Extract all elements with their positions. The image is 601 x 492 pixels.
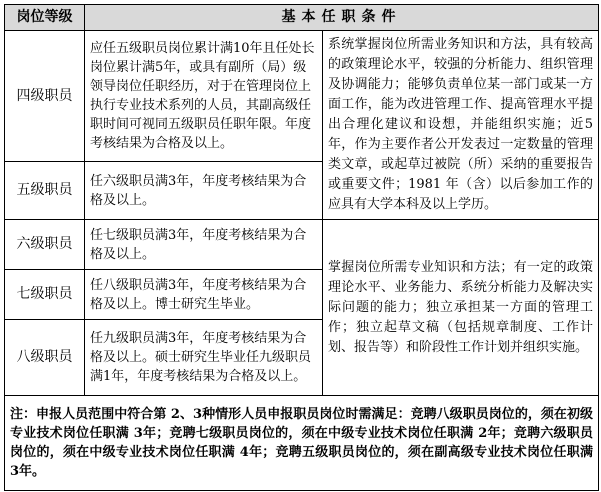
experience-cell: 任九级职员满3年，年度考核结果为合格及以上。硕士研究生毕业任九级职员满1年，年度考核结果为合格及以上。 (85, 320, 323, 396)
header-row (5, 5, 599, 31)
header-basic-requirements: 基本任职条件 (85, 5, 599, 31)
rank-cell: 八级职员 (5, 320, 85, 396)
experience-cell: 任六级职员满3年，年度考核结果为合格及以上。 (85, 162, 323, 220)
experience-cell: 任七级职员满3年，年度考核结果为合格及以上。 (85, 220, 323, 270)
experience-cell: 任八级职员满3年，年度考核结果为合格及以上。博士研究生毕业。 (85, 270, 323, 320)
requirements-lower-cell: 掌握岗位所需专业知识和方法；有一定的政策理论水平、业务能力、系统分析能力及解决实际问题的能力；独立承担某一方面的管理工作；独立起草文稿（包括规章制度、工作计划、报告等）和阶段性工作计划并组织实施。 (323, 220, 599, 396)
header-rank-level: 岗位等级 (5, 5, 85, 31)
note-text: 注：申报人员范围中符合第 2、3种情形人员申报职员岗位时需满足：竞聘八级职员岗位的，须在初级专业技术岗位任职满 3年；竞聘七级职员岗位的，须在中级专业技术岗位任职满 2年；竞聘六级职员岗位的，须在中级专业技术岗位任职满 4年；竞聘五级职员岗位的，须在副高级专业技术岗位任职满 3年。 (5, 396, 599, 491)
rank-cell: 七级职员 (5, 270, 85, 320)
requirements-upper-cell: 系统掌握岗位所需业务知识和方法，具有较高的政策理论水平，较强的分析能力、组织管理及协调能力；能够负责单位某一部门或某一方面工作，能为改进管理工作、提高管理水平提出合理化建议和设想，并能组织实施；近5年，作为主要作者公开发表过一定数量的管理类文章，或起草过被院（所）采纳的重要报告或重要文件；1981 年（含）以后参加工作的应具有大学本科及以上学历。 (323, 31, 599, 220)
rank-cell: 六级职员 (5, 220, 85, 270)
experience-cell: 应任五级职员岗位累计满10年且任处长岗位累计满5年，或具有副所（局）级领导岗位任职经历，对于在管理岗位上执行专业技术系列的人员，其副高级任职时间可视同五级职员任职年限。年度考核结果为合格及以上。 (85, 31, 323, 162)
note-row (5, 396, 599, 491)
table-row (5, 31, 599, 162)
table-row (5, 220, 599, 270)
rank-cell: 五级职员 (5, 162, 85, 220)
rank-cell: 四级职员 (5, 31, 85, 162)
job-requirements-table (4, 4, 599, 491)
